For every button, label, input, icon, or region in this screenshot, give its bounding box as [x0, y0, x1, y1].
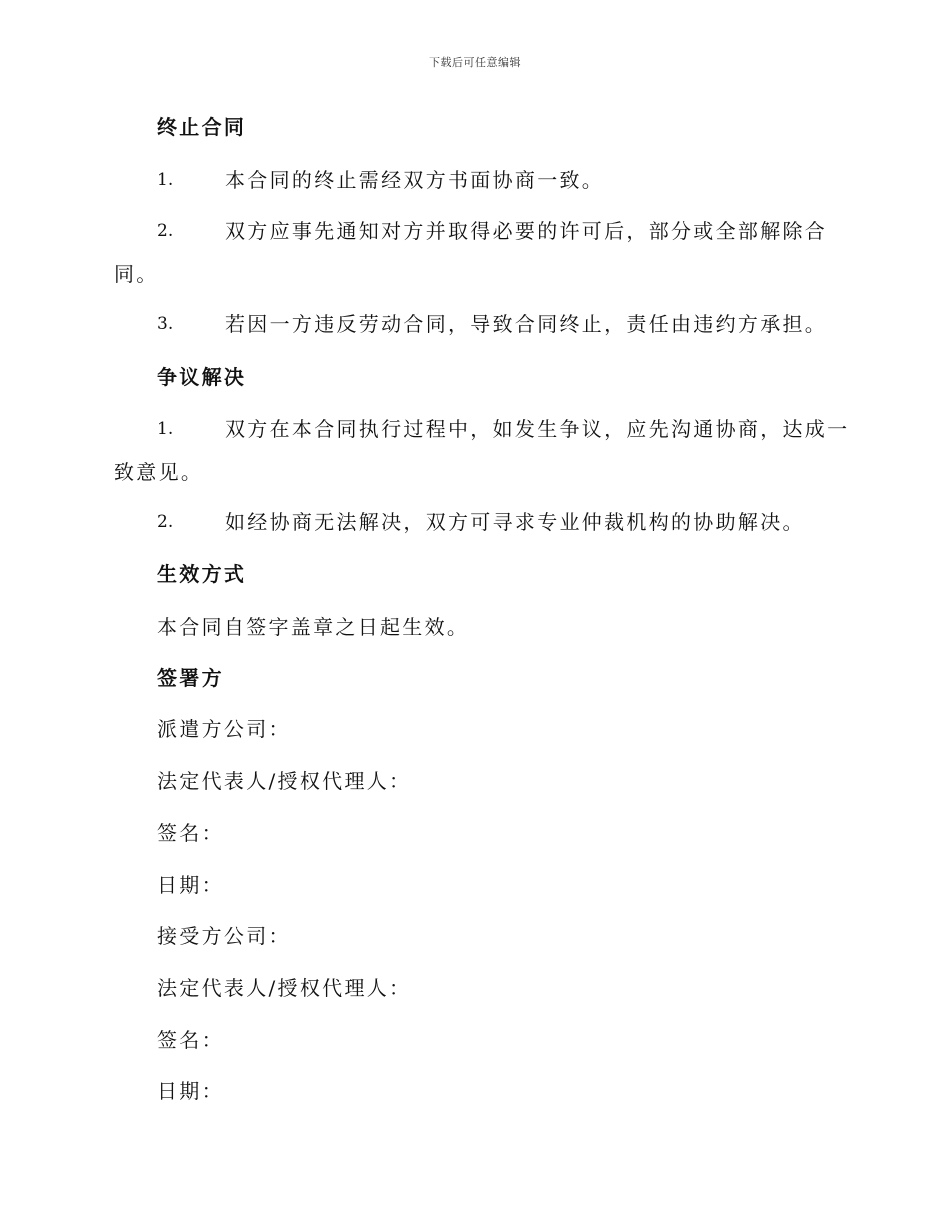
dispatch-representative-field: 法定代表人/授权代理人： [157, 769, 412, 793]
dispatch-company-field: 派遣方公司： [157, 717, 291, 741]
termination-item-3-text: 若因一方违反劳动合同，导致合同终止，责任由违约方承担。 [225, 312, 828, 336]
termination-item-3-number: 3. [157, 314, 174, 334]
dispute-item-1-text: 双方在本合同执行过程中，如发生争议，应先沟通协商，达成一 [225, 417, 850, 441]
receiving-date-field: 日期： [157, 1079, 224, 1103]
section-title-termination: 终止合同 [157, 115, 247, 139]
dispatch-signature-field: 签名： [157, 821, 224, 845]
page-header: 下载后可任意编辑 [429, 56, 521, 69]
effective-text: 本合同自签字盖章之日起生效。 [157, 615, 470, 639]
receiving-company-field: 接受方公司： [157, 924, 291, 948]
dispute-item-2-text: 如经协商无法解决，双方可寻求专业仲裁机构的协助解决。 [225, 510, 805, 534]
dispute-item-1-number: 1. [157, 419, 174, 439]
termination-item-2-number: 2. [157, 221, 174, 241]
receiving-representative-field: 法定代表人/授权代理人： [157, 976, 412, 1000]
receiving-signature-field: 签名： [157, 1028, 224, 1052]
termination-item-1-text: 本合同的终止需经双方书面协商一致。 [225, 168, 605, 192]
section-title-effective: 生效方式 [157, 562, 247, 586]
dispute-item-1-text-cont: 致意见。 [114, 460, 204, 484]
termination-item-1-number: 1. [157, 170, 174, 190]
dispatch-date-field: 日期： [157, 873, 224, 897]
section-title-dispute: 争议解决 [157, 365, 247, 389]
section-title-signatories: 签署方 [157, 666, 224, 690]
dispute-item-2-number: 2. [157, 512, 174, 532]
termination-item-2-text: 双方应事先通知对方并取得必要的许可后，部分或全部解除合 [225, 219, 828, 243]
termination-item-2-text-cont: 同。 [114, 262, 159, 286]
